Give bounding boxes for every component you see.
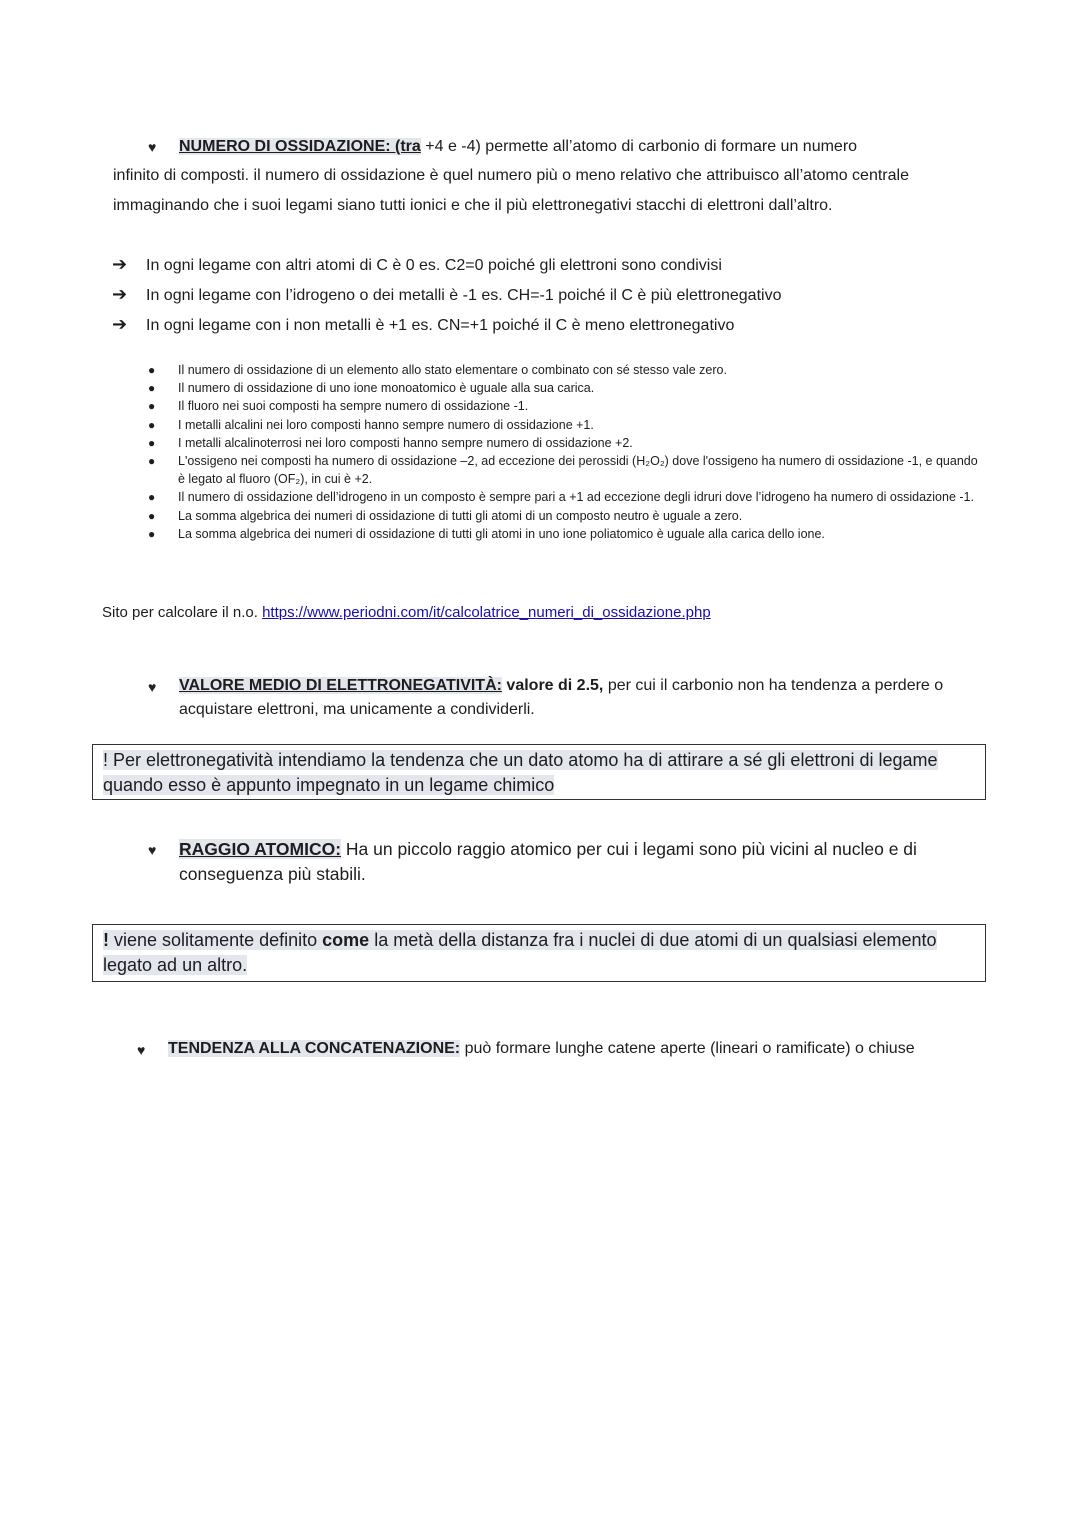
- list-item: [148, 488, 978, 506]
- box1-line1: ! Per elettronegatività intendiamo la tendenza che un dato atomo ha di attirare a sé gli elettroni di legame: [103, 750, 938, 770]
- box2-line2: legato ad un altro.: [103, 955, 248, 975]
- bullet-dot-icon: ●: [148, 363, 156, 377]
- concatenazione-text: può formare lunghe catene aperte (lineari o ramificate) o chiuse: [464, 1040, 915, 1057]
- arrow-item-text: In ogni legame con altri atomi di C è 0 es. C2=0 poiché gli elettroni sono condivisi: [146, 257, 722, 274]
- list-item: [148, 452, 978, 488]
- list-item-text: L'ossigeno nei composti ha numero di ossidazione –2, ad eccezione dei perossidi (H₂O₂) dove l'ossigeno ha numero di ossidazione -1, e quando è legato al fluoro (OF₂), in cui è +2.: [178, 454, 978, 487]
- list-item: [148, 525, 978, 543]
- arrow-item: [112, 314, 734, 336]
- list-item-text: I metalli alcalini nei loro composti hanno sempre numero di ossidazione +1.: [178, 417, 594, 432]
- raggio-title: RAGGIO ATOMICO:: [179, 839, 342, 859]
- arrow-item-text: In ogni legame con l’idrogeno o dei metalli è -1 es. CH=-1 poiché il C è più elettronegativo: [146, 287, 782, 304]
- heart-bullet-icon: ♥: [148, 679, 157, 695]
- oxidation-rules-list: [148, 361, 978, 543]
- definition-box-raggio: [92, 924, 986, 982]
- definition-box-elettronegativita: [92, 744, 986, 800]
- ossidazione-line1: [179, 132, 999, 161]
- heart-bullet-icon: ♥: [137, 1042, 146, 1058]
- heart-bullet-icon: ♥: [148, 842, 157, 858]
- bullet-dot-icon: ●: [148, 381, 156, 396]
- list-item-text: Il numero di ossidazione dell’idrogeno in un composto è sempre pari a +1 ad eccezione degli idruri dove l’idrogeno ha numero di ossidazione -1.: [178, 490, 974, 505]
- list-item-text: La somma algebrica dei numeri di ossidazione di tutti gli atomi in uno ione poliatomico è uguale alla carica dello ione.: [178, 526, 825, 541]
- ossidazione-title: NUMERO DI OSSIDAZIONE: (tra: [179, 138, 421, 155]
- arrow-item: [112, 254, 722, 276]
- arrow-item: [112, 284, 781, 306]
- site-label: Sito per calcolare il n.o.: [102, 604, 258, 621]
- arrow-right-icon: ➔: [112, 314, 128, 334]
- list-item: [148, 397, 978, 415]
- elettronegativita-line1: [179, 674, 989, 698]
- elettronegativita-title: VALORE MEDIO DI ELETTRONEGATIVITÀ:: [179, 677, 502, 694]
- oxidation-calculator-link[interactable]: https://www.periodni.com/it/calcolatrice_numeri_di_ossidazione.php: [262, 604, 711, 621]
- raggio-line2: conseguenza più stabili.: [179, 864, 366, 884]
- bullet-dot-icon: ●: [148, 526, 156, 541]
- concatenazione-line: [168, 1037, 1048, 1061]
- list-item-text: Il numero di ossidazione di un elemento allo stato elementare o combinato con sé stesso vale zero.: [178, 363, 727, 377]
- bullet-dot-icon: ●: [148, 399, 156, 414]
- ossidazione-line3: immaginando che i suoi legami siano tutti ionici e che il più elettronegativi stacchi di elettroni dall’altro.: [113, 197, 833, 214]
- site-line: [102, 603, 711, 623]
- ossidazione-range: +4 e -4): [425, 138, 481, 155]
- box2-part2: la metà della distanza fra i nuclei di due atomi di un qualsiasi elemento: [374, 930, 937, 950]
- box1-line2: quando esso è appunto impegnato in un legame chimico: [103, 775, 555, 795]
- elettronegativita-line2: acquistare elettroni, ma unicamente a condividerli.: [179, 701, 535, 718]
- heart-bullet-icon: ♥: [148, 139, 157, 155]
- bullet-dot-icon: ●: [148, 490, 156, 505]
- arrow-item-text: In ogni legame con i non metalli è +1 es. CN=+1 poiché il C è meno elettronegativo: [146, 317, 735, 334]
- list-item-text: Il fluoro nei suoi composti ha sempre numero di ossidazione -1.: [178, 399, 529, 414]
- elettronegativita-text1: per cui il carbonio non ha tendenza a perdere o: [607, 677, 944, 694]
- ossidazione-text1: permette all’atomo di carbonio di formare un numero: [485, 138, 858, 155]
- raggio-text1: Ha un piccolo raggio atomico per cui i legami sono più vicini al nucleo e di: [345, 839, 917, 859]
- list-item: [148, 416, 978, 434]
- list-item-text: Il numero di ossidazione di uno ione monoatomico è uguale alla sua carica.: [178, 381, 595, 396]
- concatenazione-title: TENDENZA ALLA CONCATENAZIONE:: [168, 1040, 461, 1057]
- ossidazione-line2: infinito di composti. il numero di ossidazione è quel numero più o meno relativo che attribuisco all’atomo centrale: [113, 167, 909, 184]
- bullet-dot-icon: ●: [148, 417, 156, 432]
- list-item: [148, 434, 978, 452]
- arrow-right-icon: ➔: [112, 254, 128, 274]
- list-item: [148, 361, 978, 379]
- list-item: [148, 507, 978, 525]
- list-item: [148, 379, 978, 397]
- list-item-text: La somma algebrica dei numeri di ossidazione di tutti gli atomi di un composto neutro è uguale a zero.: [178, 508, 743, 523]
- bullet-dot-icon: ●: [148, 435, 156, 450]
- bullet-dot-icon: ●: [148, 508, 156, 523]
- bullet-dot-icon: ●: [148, 454, 156, 469]
- elettronegativita-value: valore di 2.5,: [506, 677, 604, 694]
- raggio-line1: [179, 837, 979, 862]
- box2-part1: viene solitamente definito: [114, 930, 318, 950]
- arrow-right-icon: ➔: [112, 284, 128, 304]
- box2-excl: !: [103, 930, 109, 950]
- list-item-text: I metalli alcalinoterrosi nei loro composti hanno sempre numero di ossidazione +2.: [178, 435, 633, 450]
- box2-bold: come: [322, 930, 370, 950]
